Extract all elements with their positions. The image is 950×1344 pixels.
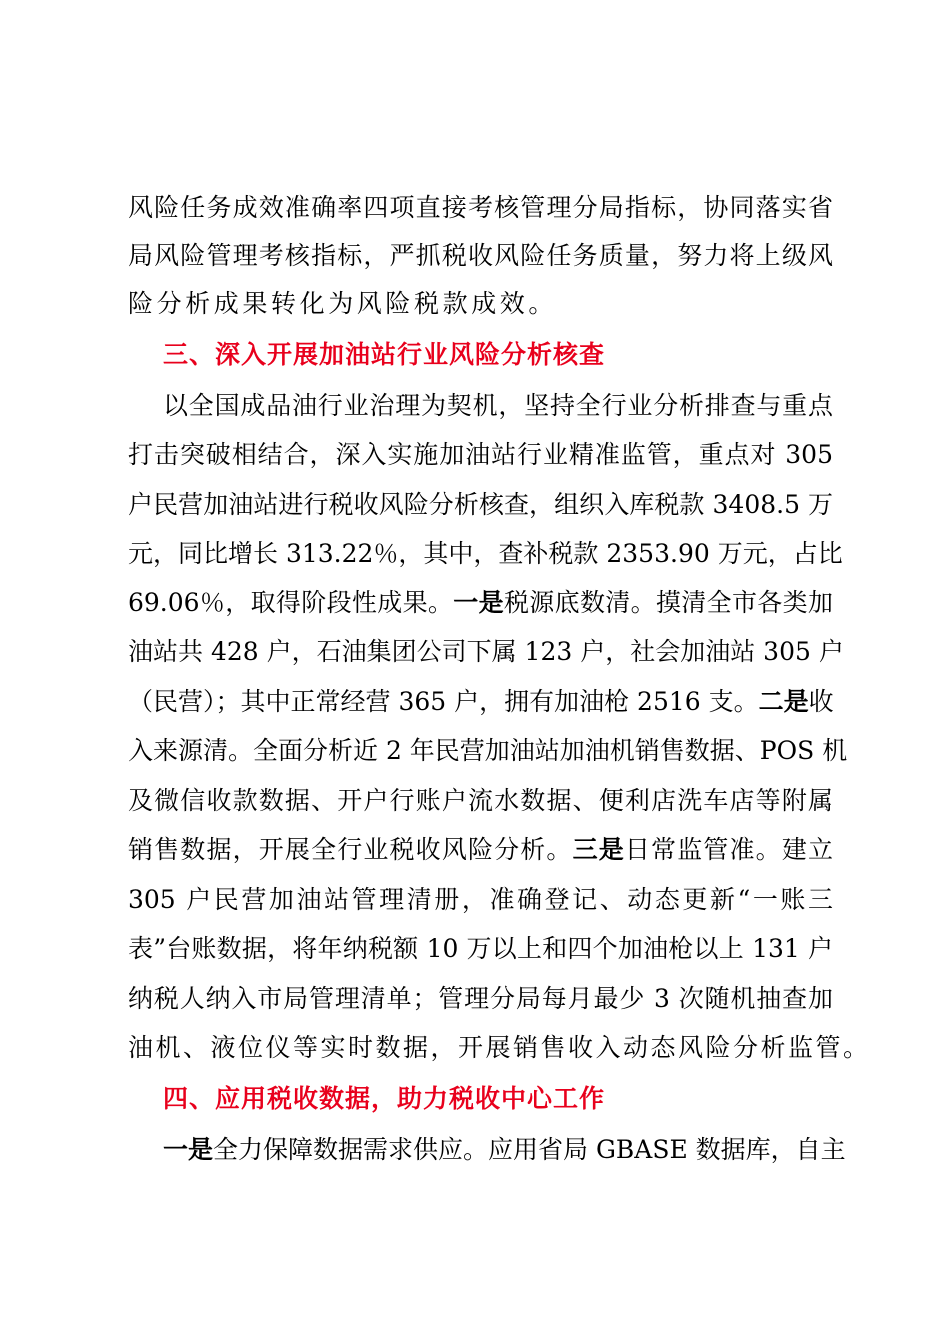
text-segment: 全力保障数据需求供应。应用省局 GBASE 数据库，自主 xyxy=(213,1135,846,1164)
text-segment: 税源底数清。摸清全市各类加 xyxy=(503,588,833,617)
paragraph-line xyxy=(163,1130,846,1170)
paragraph-line: 305 户民营加油站管理清册，准确登记、动态更新“一账三 xyxy=(128,885,833,914)
paragraph-line: 及微信收款数据、开户行账户流水数据、便利店洗车店等附属 xyxy=(128,786,833,815)
section-heading-3: 三、深入开展加油站行业风险分析核查 xyxy=(163,340,606,369)
paragraph-line: 户民营加油站进行税收风险分析核查，组织入库税款 3408.5 万 xyxy=(128,490,833,519)
section-heading-4: 四、应用税收数据，助力税收中心工作 xyxy=(163,1084,606,1113)
paragraph-line xyxy=(128,583,833,623)
paragraph-line: 风险任务成效准确率四项直接考核管理分局指标，协同落实省 xyxy=(128,193,833,222)
paragraph-line: 元，同比增长 313.22％，其中，查补税款 2353.90 万元，占比 xyxy=(128,539,843,568)
paragraph-line: 纳税人纳入市局管理清单；管理分局每月最少 3 次随机抽查加 xyxy=(128,984,833,1013)
paragraph-line: 油站共 428 户，石油集团公司下属 123 户，社会加油站 305 户 xyxy=(128,637,844,666)
paragraph-line: 油机、液位仪等实时数据，开展销售收入动态风险分析监管。 xyxy=(128,1033,871,1062)
paragraph-line: 入来源清。全面分析近 2 年民营加油站加油机销售数据、POS 机 xyxy=(128,736,848,765)
emphasis-text: 二是 xyxy=(758,687,809,716)
emphasis-text: 一是 xyxy=(453,588,504,617)
text-segment: 日常监管准。建立 xyxy=(624,835,833,864)
text-segment: 收 xyxy=(808,687,834,716)
paragraph-line: 局风险管理考核指标，严抓税收风险任务质量，努力将上级风 xyxy=(128,241,833,270)
text-segment: 销售数据，开展全行业税收风险分析。 xyxy=(128,835,573,864)
text-segment: （民营）；其中正常经营 365 户，拥有加油枪 2516 支。 xyxy=(128,687,759,716)
emphasis-text: 一是 xyxy=(163,1135,214,1164)
emphasis-text: 三是 xyxy=(572,835,625,864)
paragraph-line: 打击突破相结合，深入实施加油站行业精准监管，重点对 305 xyxy=(128,440,833,469)
paragraph-line: 表”台账数据，将年纳税额 10 万以上和四个加油枪以上 131 户 xyxy=(128,934,833,963)
paragraph-line xyxy=(128,682,833,722)
text-segment: 69.06％，取得阶段性成果。 xyxy=(128,588,454,617)
paragraph-line xyxy=(128,830,833,870)
paragraph-line: 以全国成品油行业治理为契机，坚持全行业分析排查与重点 xyxy=(163,391,833,420)
paragraph-line: 险分析成果转化为风险税款成效。 xyxy=(128,289,558,318)
